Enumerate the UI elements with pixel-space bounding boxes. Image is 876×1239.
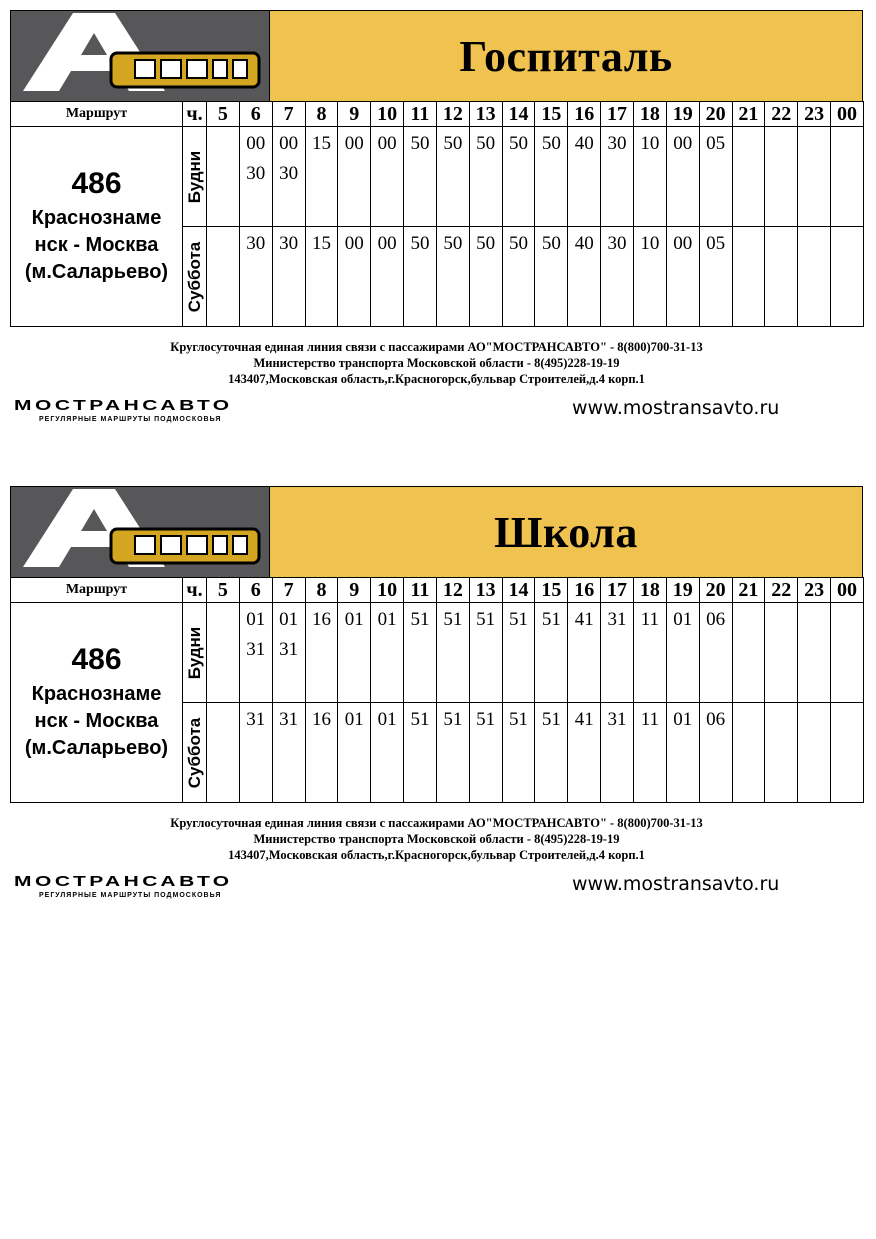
contact-info	[10, 815, 863, 863]
hour-cell: 8	[305, 102, 338, 127]
minutes-cell	[765, 227, 798, 327]
departure-minute: 10	[640, 133, 660, 154]
hour-cell: 5	[207, 578, 240, 603]
hour-cell: 5	[207, 102, 240, 127]
minutes-cell	[666, 603, 699, 703]
departure-minute: 51	[476, 709, 496, 730]
minutes-cell	[371, 227, 404, 327]
minutes-cell	[601, 703, 634, 803]
minutes-cell	[502, 703, 535, 803]
minutes-cell	[601, 127, 634, 227]
route-number: 486	[71, 167, 122, 200]
hour-cell: 11	[404, 578, 437, 603]
address-text: 143407,Московская область,г.Красногорск,бульвар Строителей,д.4 корп.1	[228, 848, 645, 862]
brand-name: МОСТРАНСАВТО	[14, 397, 233, 414]
day-type-label: Будни	[184, 150, 204, 203]
hour-cell: 19	[666, 578, 699, 603]
departure-minute: 01	[344, 709, 364, 730]
departure-minute: 06	[706, 709, 726, 730]
minutes-cell	[699, 703, 732, 803]
departure-minute: 51	[443, 609, 463, 630]
timetable-grid	[10, 577, 864, 803]
route-name-line: нск - Москва	[34, 234, 159, 256]
minutes-cell	[765, 703, 798, 803]
hour-cell: 17	[601, 102, 634, 127]
minutes-cell	[732, 227, 765, 327]
hour-cell: 10	[371, 102, 404, 127]
minutes-cell	[338, 127, 371, 227]
ministry-text: Министерство транспорта Московской области - 8(495)228-19-19	[253, 356, 620, 370]
departure-minute: 51	[410, 709, 430, 730]
brand-line	[10, 867, 863, 907]
hour-cell: 23	[798, 102, 831, 127]
website-link[interactable]: www.mostransavto.ru	[572, 397, 780, 419]
departure-minute: 31	[279, 639, 299, 660]
departure-minute: 51	[476, 609, 496, 630]
minutes-cell	[633, 603, 666, 703]
minutes-cell	[436, 227, 469, 327]
hour-cell: 20	[699, 102, 732, 127]
website-link[interactable]: www.mostransavto.ru	[572, 873, 780, 895]
minutes-cell	[666, 127, 699, 227]
departure-minute: 05	[706, 133, 726, 154]
minutes-cell	[502, 127, 535, 227]
departure-minute: 50	[410, 233, 430, 254]
minutes-cell	[798, 603, 831, 703]
route-name-line: Краснознаме	[31, 207, 162, 229]
minutes-cell	[798, 703, 831, 803]
departure-minute: 50	[509, 233, 529, 254]
minutes-cell	[568, 227, 601, 327]
minutes-cell	[305, 703, 338, 803]
hour-cell: 9	[338, 102, 371, 127]
minutes-cell	[371, 703, 404, 803]
departure-minute: 51	[541, 709, 561, 730]
timetable-block	[10, 10, 863, 431]
minutes-cell	[404, 127, 437, 227]
minutes-cell	[568, 703, 601, 803]
minutes-cell	[272, 603, 305, 703]
timetable-header	[10, 486, 863, 577]
departure-minute: 30	[607, 133, 627, 154]
departure-minute: 40	[574, 233, 594, 254]
minutes-cell	[666, 227, 699, 327]
route-name-line: нск - Москва	[34, 710, 159, 732]
day-type-label: Будни	[184, 626, 204, 679]
departure-minute: 01	[279, 609, 299, 630]
minutes-cell	[305, 227, 338, 327]
departure-minute: 11	[640, 709, 660, 730]
brand-name: МОСТРАНСАВТО	[14, 873, 233, 890]
departure-minute: 00	[279, 133, 299, 154]
minutes-cell	[404, 703, 437, 803]
departure-minute: 51	[410, 609, 430, 630]
brand-line	[10, 391, 863, 431]
hour-cell: 14	[502, 102, 535, 127]
departure-minute: 31	[607, 709, 627, 730]
hours-header-row	[11, 102, 864, 127]
hour-cell: 21	[732, 102, 765, 127]
day-type-cell	[183, 603, 207, 703]
hour-cell: 11	[404, 102, 437, 127]
departure-minute: 11	[640, 609, 660, 630]
route-name-line: (м.Саларьево)	[24, 737, 169, 759]
departure-minute: 00	[246, 133, 266, 154]
departure-minute: 30	[279, 163, 299, 184]
day-type-label: Суббота	[184, 717, 204, 788]
avtobus-logo	[11, 487, 269, 577]
brand-tagline: РЕГУЛЯРНЫЕ МАРШРУТЫ ПОДМОСКОВЬЯ	[39, 416, 222, 423]
departure-minute: 01	[377, 609, 397, 630]
minutes-cell	[535, 227, 568, 327]
hour-cell: 19	[666, 102, 699, 127]
minutes-cell	[469, 703, 502, 803]
minutes-cell	[371, 127, 404, 227]
departure-minute: 15	[311, 133, 331, 154]
departure-minute: 50	[476, 133, 496, 154]
address-text: 143407,Московская область,г.Красногорск,бульвар Строителей,д.4 корп.1	[228, 372, 645, 386]
departure-minute: 50	[443, 233, 463, 254]
brand-tagline: РЕГУЛЯРНЫЕ МАРШРУТЫ ПОДМОСКОВЬЯ	[39, 892, 222, 899]
minutes-cell	[831, 227, 864, 327]
minutes-cell	[338, 703, 371, 803]
departure-minute: 40	[574, 133, 594, 154]
route-name-line: Краснознаме	[31, 683, 162, 705]
departure-minute: 50	[509, 133, 529, 154]
hour-cell: 20	[699, 578, 732, 603]
minutes-cell	[436, 127, 469, 227]
hour-cell: 17	[601, 578, 634, 603]
departure-minute: 30	[607, 233, 627, 254]
hour-cell: 16	[568, 102, 601, 127]
timetable-grid	[10, 101, 864, 327]
departure-minute: 50	[476, 233, 496, 254]
minutes-cell	[272, 703, 305, 803]
hour-cell: 9	[338, 578, 371, 603]
hour-cell: 10	[371, 578, 404, 603]
minutes-cell	[502, 227, 535, 327]
minutes-cell	[207, 127, 240, 227]
hour-cell: 15	[535, 102, 568, 127]
departure-minute: 31	[279, 709, 299, 730]
departure-minute: 41	[574, 709, 594, 730]
departure-minute: 41	[574, 609, 594, 630]
minutes-cell	[732, 603, 765, 703]
minutes-cell	[404, 603, 437, 703]
minutes-cell	[765, 603, 798, 703]
hour-cell: 12	[436, 578, 469, 603]
minutes-cell	[404, 227, 437, 327]
minutes-cell	[633, 127, 666, 227]
hour-cell: 00	[831, 578, 864, 603]
hour-cell: 22	[765, 578, 798, 603]
avtobus-logo	[11, 11, 269, 101]
minutes-cell	[239, 227, 272, 327]
minutes-cell	[469, 127, 502, 227]
hour-cell: 12	[436, 102, 469, 127]
minutes-cell	[207, 227, 240, 327]
departure-minute: 51	[509, 709, 529, 730]
minutes-cell	[633, 227, 666, 327]
departure-minute: 16	[311, 609, 331, 630]
minutes-cell	[601, 227, 634, 327]
hour-cell: 7	[272, 578, 305, 603]
minutes-cell	[338, 227, 371, 327]
hour-cell: 6	[239, 102, 272, 127]
departure-minute: 51	[541, 609, 561, 630]
schedule-row	[11, 127, 864, 227]
minutes-cell	[272, 227, 305, 327]
departure-minute: 31	[246, 709, 266, 730]
minutes-cell	[239, 703, 272, 803]
timetable-block	[10, 486, 863, 907]
hour-cell: 13	[469, 102, 502, 127]
hour-cell: 8	[305, 578, 338, 603]
hour-cell: 18	[633, 102, 666, 127]
departure-minute: 50	[541, 233, 561, 254]
minutes-cell	[305, 127, 338, 227]
hour-cell: 16	[568, 578, 601, 603]
hour-cell: 15	[535, 578, 568, 603]
route-header: Маршрут	[11, 578, 183, 603]
departure-minute: 10	[640, 233, 660, 254]
route-number: 486	[71, 643, 122, 676]
minutes-cell	[272, 127, 305, 227]
stop-name: Школа	[269, 487, 862, 577]
departure-minute: 00	[344, 133, 364, 154]
hour-cell: 6	[239, 578, 272, 603]
departure-minute: 00	[673, 233, 693, 254]
minutes-cell	[699, 603, 732, 703]
departure-minute: 01	[673, 709, 693, 730]
minutes-cell	[469, 603, 502, 703]
minutes-cell	[371, 603, 404, 703]
timetable-header	[10, 10, 863, 101]
hours-header-row	[11, 578, 864, 603]
hotline-text: Круглосуточная единая линия связи с пассажирами АО"МОСТРАНСАВТО" - 8(800)700-31-13	[170, 340, 703, 354]
route-info	[11, 603, 183, 803]
route-name-line: (м.Саларьево)	[24, 261, 169, 283]
departure-minute: 50	[541, 133, 561, 154]
contact-info	[10, 339, 863, 387]
minutes-cell	[568, 603, 601, 703]
minutes-cell	[699, 227, 732, 327]
hour-cell: 13	[469, 578, 502, 603]
minutes-cell	[765, 127, 798, 227]
departure-minute: 31	[607, 609, 627, 630]
departure-minute: 30	[279, 233, 299, 254]
minutes-cell	[601, 603, 634, 703]
minutes-cell	[666, 703, 699, 803]
ministry-text: Министерство транспорта Московской области - 8(495)228-19-19	[253, 832, 620, 846]
minutes-cell	[535, 127, 568, 227]
minutes-cell	[207, 603, 240, 703]
day-type-cell	[183, 127, 207, 227]
hour-cell: 14	[502, 578, 535, 603]
stop-name: Госпиталь	[269, 11, 862, 101]
departure-minute: 00	[377, 233, 397, 254]
departure-minute: 05	[706, 233, 726, 254]
departure-minute: 01	[344, 609, 364, 630]
mostransavto-logo	[14, 873, 233, 897]
hour-header: ч.	[183, 102, 207, 127]
minutes-cell	[568, 127, 601, 227]
day-type-cell	[183, 227, 207, 327]
hour-cell: 00	[831, 102, 864, 127]
departure-minute: 15	[311, 233, 331, 254]
hour-cell: 7	[272, 102, 305, 127]
route-header: Маршрут	[11, 102, 183, 127]
minutes-cell	[798, 127, 831, 227]
departure-minute: 01	[377, 709, 397, 730]
hour-cell: 18	[633, 578, 666, 603]
departure-minute: 51	[509, 609, 529, 630]
departure-minute: 00	[377, 133, 397, 154]
minutes-cell	[305, 603, 338, 703]
departure-minute: 00	[344, 233, 364, 254]
departure-minute: 50	[443, 133, 463, 154]
hour-cell: 21	[732, 578, 765, 603]
minutes-cell	[633, 703, 666, 803]
departure-minute: 31	[246, 639, 266, 660]
minutes-cell	[732, 127, 765, 227]
route-info	[11, 127, 183, 327]
departure-minute: 50	[410, 133, 430, 154]
departure-minute: 30	[246, 163, 266, 184]
minutes-cell	[338, 603, 371, 703]
minutes-cell	[436, 703, 469, 803]
hour-cell: 23	[798, 578, 831, 603]
hotline-text: Круглосуточная единая линия связи с пассажирами АО"МОСТРАНСАВТО" - 8(800)700-31-13	[170, 816, 703, 830]
departure-minute: 16	[311, 709, 331, 730]
mostransavto-logo	[14, 397, 233, 421]
minutes-cell	[535, 603, 568, 703]
minutes-cell	[535, 703, 568, 803]
minutes-cell	[732, 703, 765, 803]
minutes-cell	[436, 603, 469, 703]
departure-minute: 01	[673, 609, 693, 630]
minutes-cell	[831, 127, 864, 227]
day-type-cell	[183, 703, 207, 803]
minutes-cell	[831, 603, 864, 703]
departure-minute: 01	[246, 609, 266, 630]
minutes-cell	[239, 603, 272, 703]
minutes-cell	[699, 127, 732, 227]
hour-header: ч.	[183, 578, 207, 603]
minutes-cell	[831, 703, 864, 803]
hour-cell: 22	[765, 102, 798, 127]
minutes-cell	[207, 703, 240, 803]
departure-minute: 30	[246, 233, 266, 254]
departure-minute: 06	[706, 609, 726, 630]
departure-minute: 51	[443, 709, 463, 730]
minutes-cell	[502, 603, 535, 703]
minutes-cell	[239, 127, 272, 227]
departure-minute: 00	[673, 133, 693, 154]
minutes-cell	[469, 227, 502, 327]
minutes-cell	[798, 227, 831, 327]
day-type-label: Суббота	[184, 241, 204, 312]
schedule-row	[11, 603, 864, 703]
